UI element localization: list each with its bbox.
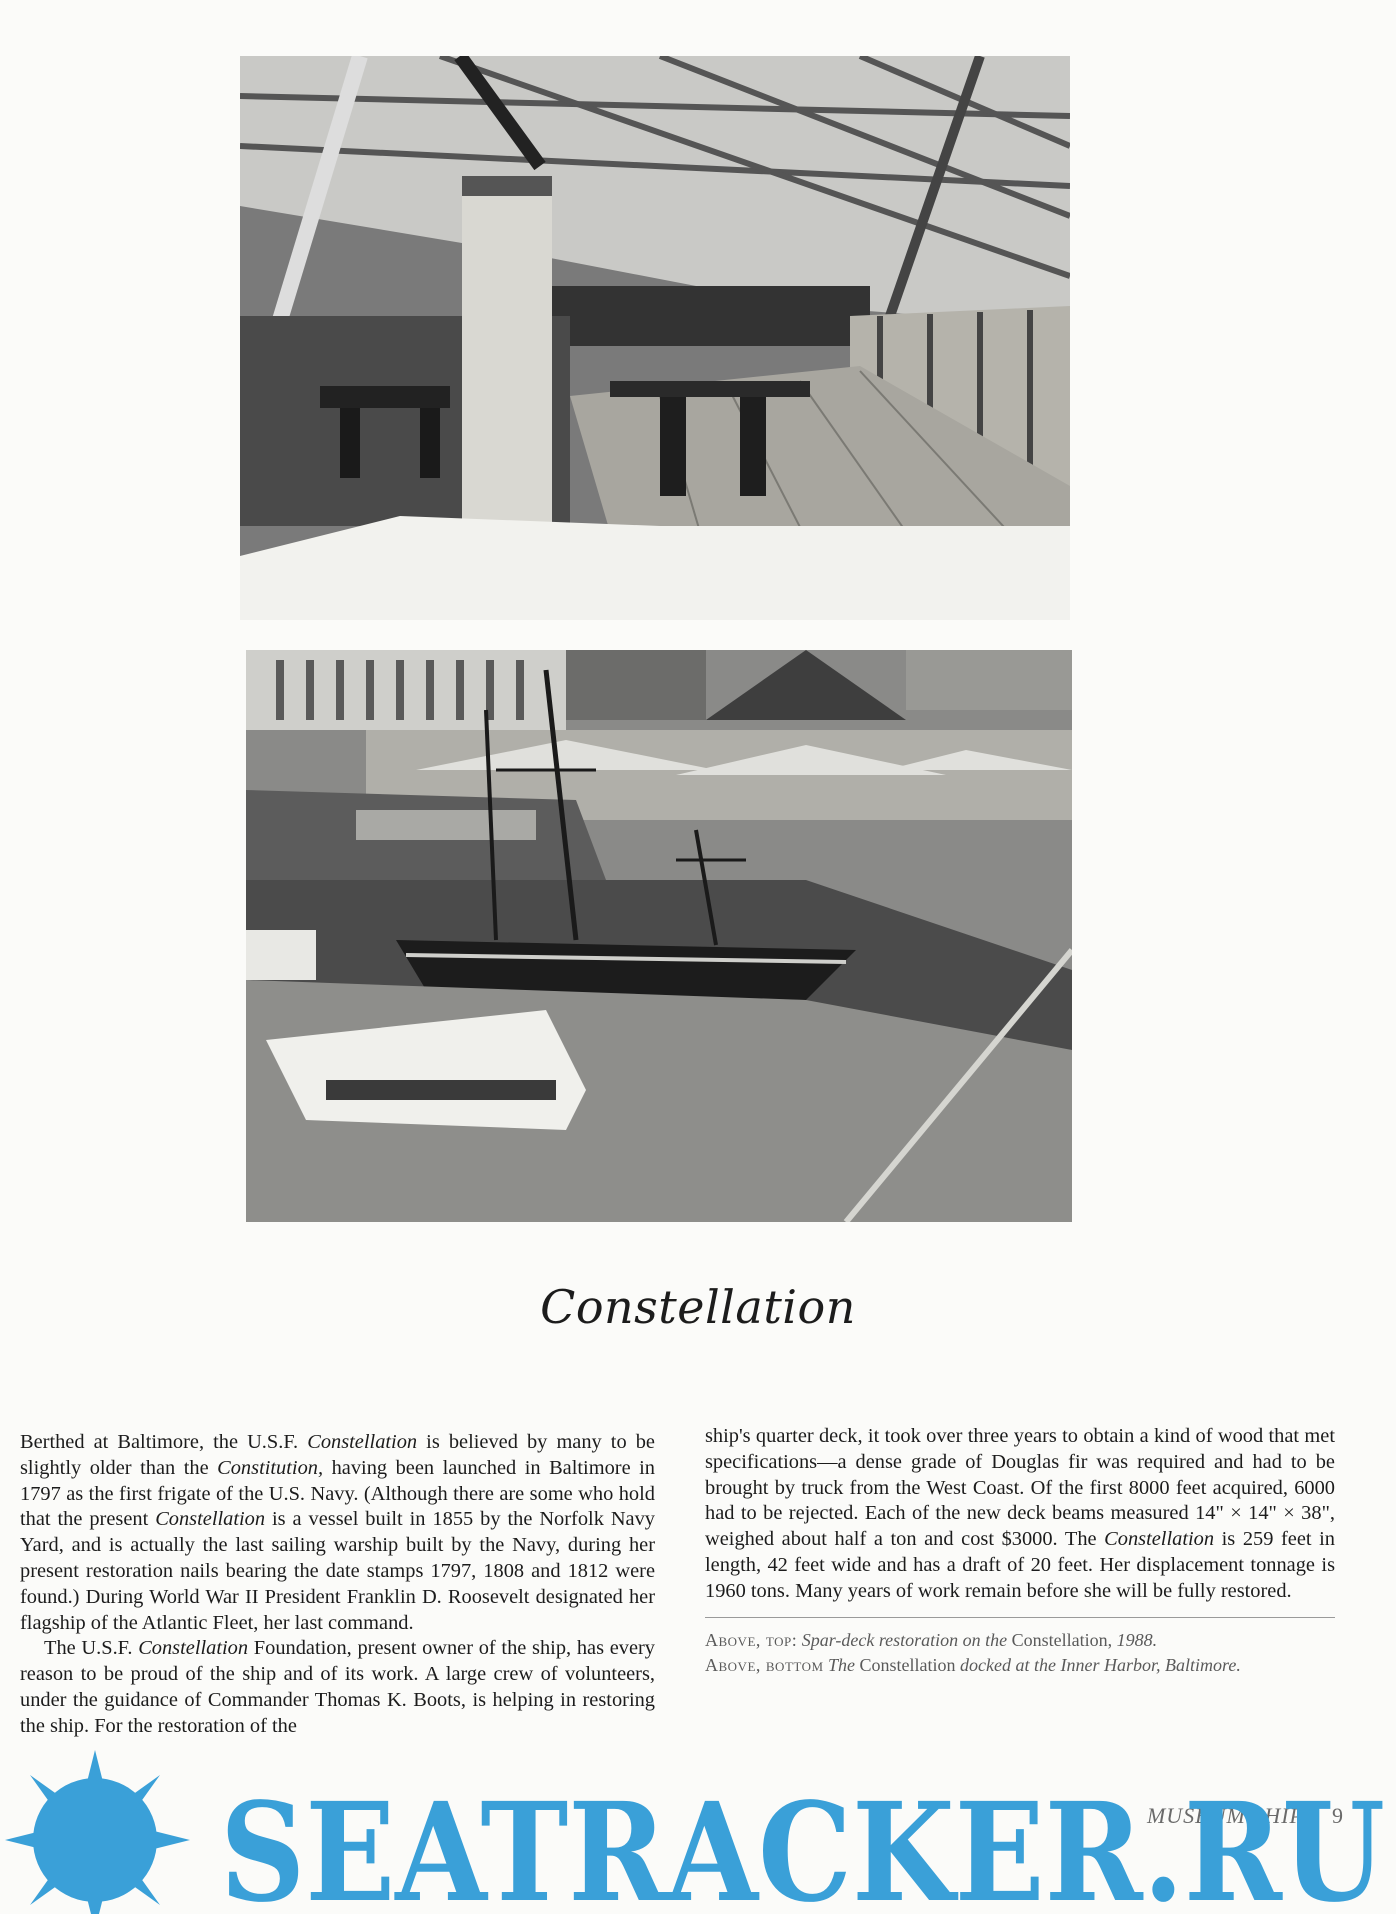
caption-divider [705,1617,1335,1618]
caption-label: Above, top: [705,1629,798,1650]
photo-spar-deck [240,56,1070,620]
ship-name: Constellation [1104,1528,1215,1551]
caption-line-top [705,1628,1335,1653]
page-number: 9 [1332,1803,1344,1828]
text-run: is a vessel built in 1855 by the Norfolk Navy Yard, and is actually the last sailing warship built by the Navy, during her present restoration nails bearing the date stamps 1797, 1808 and 1812 were found.) During World War II President Franklin D. Roosevelt designated her flagship of the Atlantic Fleet, her last command. [20,1508,655,1634]
body-paragraph-3 [705,1424,1335,1605]
text-run: docked at the Inner Harbor, Baltimore. [955,1654,1241,1675]
ship-name: Constellation [307,1431,418,1453]
watermark [0,1740,1396,1914]
text-run: The [823,1654,860,1675]
caption-label: Above, bottom [705,1654,824,1675]
text-run: The U.S.F. [44,1637,139,1660]
body-column-left [20,1430,655,1740]
ship-name: Constitution, [217,1456,324,1479]
ship-name: Constellation [155,1508,266,1531]
ship-name: Constellation [859,1654,956,1675]
text-run: having been launched in Baltimore in 1797 as the first frigate of the U.S. Navy. (Although there are some who hold that the present [20,1456,655,1531]
photo-inner-harbor [246,650,1072,1222]
ship-name: Constellation [138,1637,249,1660]
text-run: is believed by many to be slightly older than the [20,1431,655,1479]
watermark-text: SEATRACKER.RU [220,1773,1385,1914]
ship-name: Constellation, [1011,1629,1113,1650]
text-run: Berthed at Baltimore, the U.S.F. [20,1431,308,1453]
text-run: 1988. [1112,1629,1158,1650]
text-run: Spar-deck restoration on the [797,1629,1012,1650]
text-run: Foundation, present owner of the ship, has every reason to be proud of the ship and of its work. A large crew of volunteers, under the guidance of Commander Thomas K. Boots, is helping in restoring the ship. For the restoration of the [20,1637,655,1737]
sun-logo-icon [5,1750,190,1914]
caption-line-bottom [705,1653,1335,1678]
body-column-right [705,1424,1335,1678]
body-paragraph-2 [20,1636,655,1739]
text-run: ship's quarter deck, it took over three years to obtain a kind of wood that met specifications—a dense grade of Douglas fir was required and had to be brought by truck from the West Coast. Of the first 8000 feet acquired, 6000 had to be rejected. Each of the new deck beams measured 14" × 14" × 38", weighed about half a ton and cost $3000. The [705,1425,1335,1551]
body-paragraph-1 [20,1430,655,1636]
photo-caption [705,1628,1335,1678]
section-name: MUSEUM SHIPS [1146,1803,1316,1828]
text-run: is 259 feet in length, 42 feet wide and has a draft of 20 feet. Her displacement tonnage is 1960 tons. Many years of work remain before she will be fully restored. [705,1528,1335,1602]
article-title: Constellation [540,1280,856,1334]
